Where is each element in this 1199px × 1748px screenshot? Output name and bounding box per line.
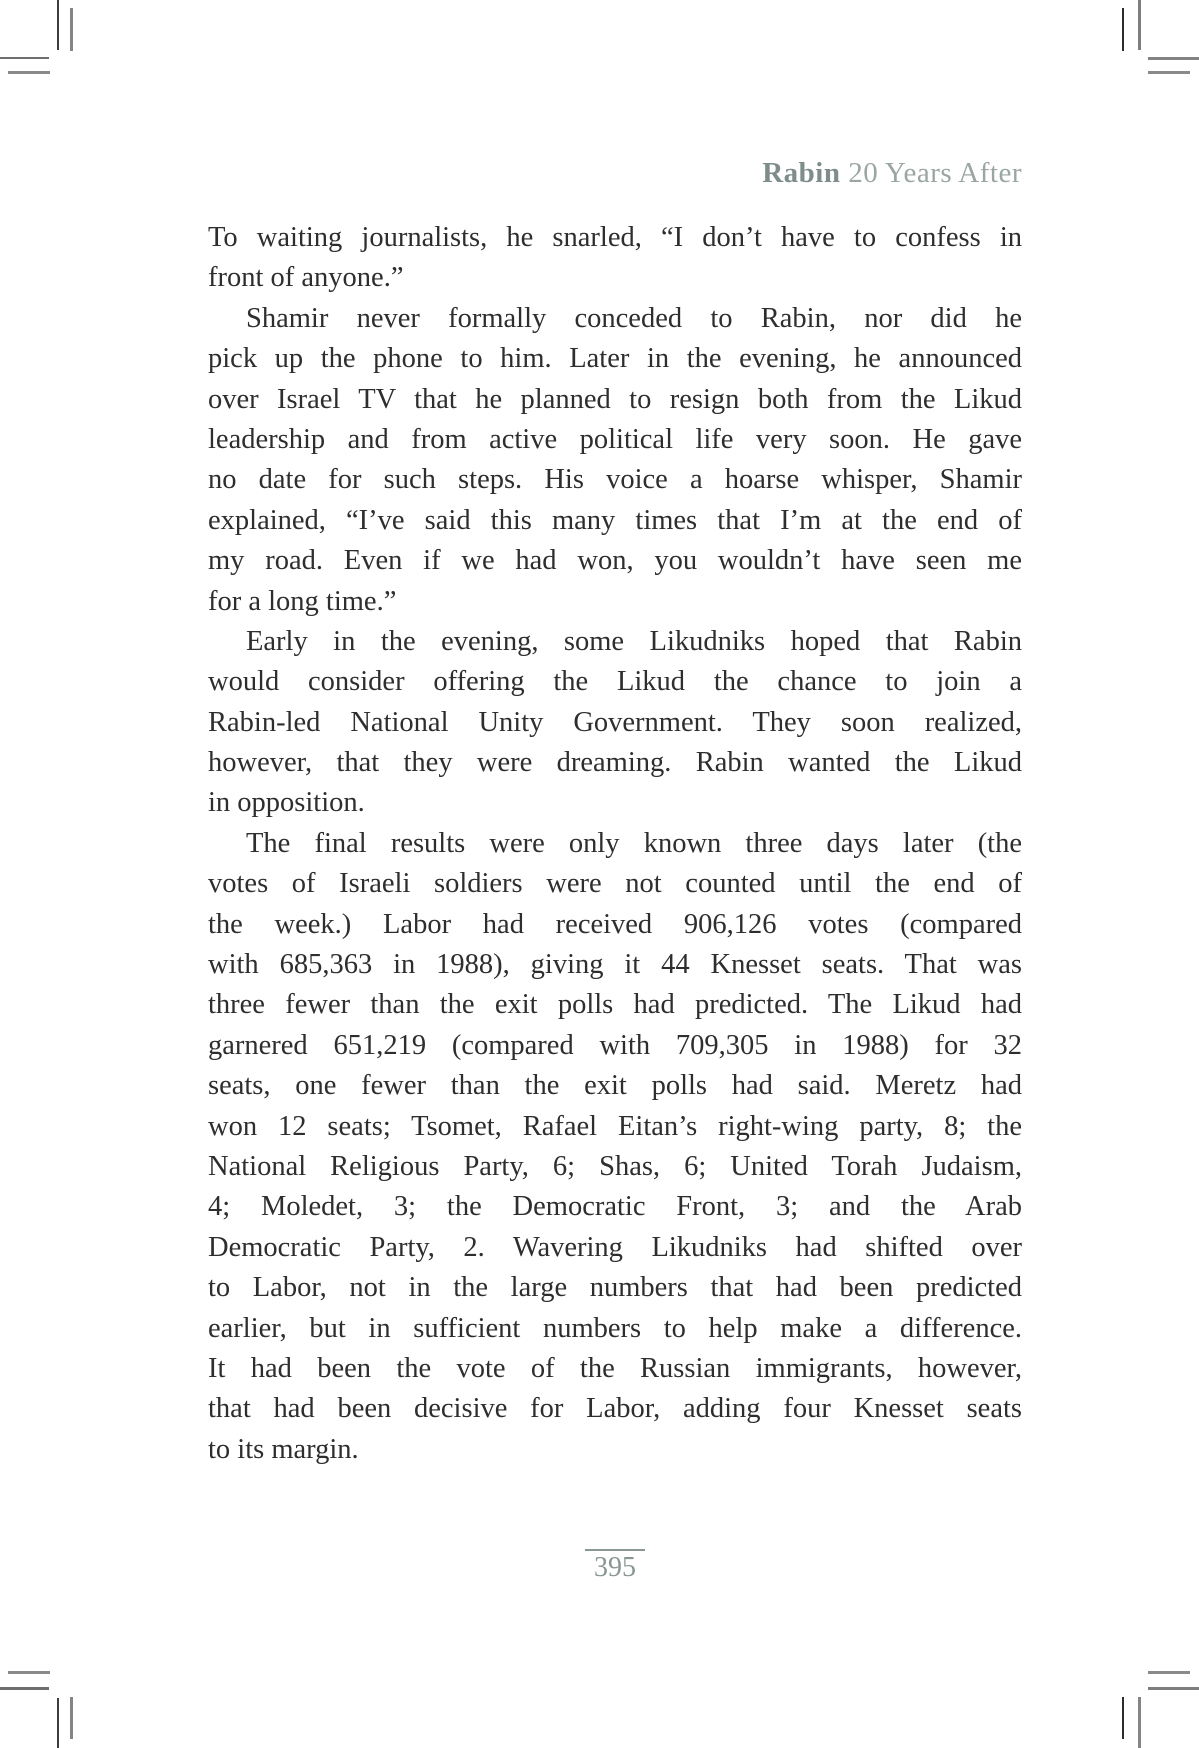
text-line: that had been decisive for Labor, adding four Knesset seats	[208, 1393, 1022, 1425]
text-line: leadership and from active political life very soon. He gave	[208, 423, 1022, 455]
text-line: for a long time.”	[208, 585, 397, 617]
crop-mark-top-left-vertical-outer	[70, 8, 73, 51]
crop-mark-bottom-right-vertical-outer	[1138, 1697, 1141, 1748]
crop-mark-bottom-left-vertical-inner	[57, 1698, 59, 1748]
running-head	[208, 156, 1022, 190]
text-line: my road. Even if we had won, you wouldn’t have seen me	[208, 545, 1022, 577]
text-line: seats, one fewer than the exit polls had said. Meretz had	[208, 1070, 1022, 1102]
crop-mark-top-left-vertical-inner	[57, 0, 59, 50]
crop-mark-bottom-right-horizontal-outer	[1148, 1671, 1190, 1674]
crop-mark-top-right-vertical-outer	[1138, 0, 1141, 50]
text-line: explained, “I’ve said this many times that I’m at the end of	[208, 504, 1022, 536]
text-line: pick up the phone to him. Later in the evening, he announced	[208, 343, 1022, 375]
crop-mark-top-right-horizontal-inner	[1148, 57, 1199, 60]
text-line: Shamir never formally conceded to Rabin, nor did he	[246, 302, 1022, 334]
text-line: It had been the vote of the Russian immigrants, however,	[208, 1352, 1022, 1384]
text-line: to Labor, not in the large numbers that had been predicted	[208, 1272, 1022, 1304]
paragraph	[208, 824, 1022, 1470]
paragraph	[208, 299, 1022, 622]
text-line: in opposition.	[208, 787, 365, 819]
text-line: however, that they were dreaming. Rabin wanted the Likud	[208, 747, 1022, 779]
text-line: earlier, but in sufficient numbers to help make a difference.	[208, 1312, 1022, 1344]
text-line: Rabin-led National Unity Government. They soon realized,	[208, 706, 1022, 738]
crop-mark-bottom-right-horizontal-inner	[1148, 1687, 1199, 1690]
running-head-subtitle: 20 Years After	[848, 157, 1022, 189]
crop-mark-top-left-horizontal-inner	[0, 57, 49, 59]
paragraph	[208, 622, 1022, 824]
text-line: votes of Israeli soldiers were not counted until the end of	[208, 868, 1022, 900]
text-line: 4; Moledet, 3; the Democratic Front, 3; and the Arab	[208, 1191, 1022, 1223]
body-text	[208, 218, 1022, 1470]
text-line: The final results were only known three days later (the	[246, 827, 1022, 859]
crop-mark-bottom-left-horizontal-outer	[8, 1671, 50, 1674]
text-line: over Israel TV that he planned to resign both from the Likud	[208, 383, 1022, 415]
page-number-block	[585, 1549, 645, 1583]
text-line: National Religious Party, 6; Shas, 6; United Torah Judaism,	[208, 1150, 1022, 1182]
text-line: three fewer than the exit polls had predicted. The Likud had	[208, 989, 1022, 1021]
crop-mark-bottom-left-horizontal-inner	[0, 1687, 49, 1690]
crop-mark-bottom-left-vertical-outer	[70, 1697, 73, 1739]
text-line: the week.) Labor had received 906,126 votes (compared	[208, 908, 1022, 940]
crop-mark-top-left-horizontal-outer	[8, 71, 50, 74]
crop-mark-bottom-right-vertical-inner	[1122, 1697, 1124, 1739]
page-number: 395	[594, 1552, 636, 1583]
text-line: Early in the evening, some Likudniks hoped that Rabin	[246, 625, 1022, 657]
text-line: Democratic Party, 2. Wavering Likudniks had shifted over	[208, 1231, 1022, 1263]
text-line: no date for such steps. His voice a hoarse whisper, Shamir	[208, 464, 1022, 496]
text-line: garnered 651,219 (compared with 709,305 in 1988) for 32	[208, 1029, 1022, 1061]
text-line: would consider offering the Likud the chance to join a	[208, 666, 1022, 698]
paragraph	[208, 218, 1022, 299]
crop-mark-top-right-vertical-inner	[1122, 8, 1124, 51]
text-line: won 12 seats; Tsomet, Rafael Eitan’s right-wing party, 8; the	[208, 1110, 1022, 1142]
text-line: with 685,363 in 1988), giving it 44 Knesset seats. That was	[208, 949, 1022, 981]
text-line: front of anyone.”	[208, 262, 404, 294]
text-line: To waiting journalists, he snarled, “I don’t have to confess in	[208, 222, 1022, 253]
running-head-book-title: Rabin	[762, 157, 841, 189]
crop-mark-top-right-horizontal-outer	[1148, 71, 1190, 74]
text-line: to its margin.	[208, 1433, 359, 1465]
